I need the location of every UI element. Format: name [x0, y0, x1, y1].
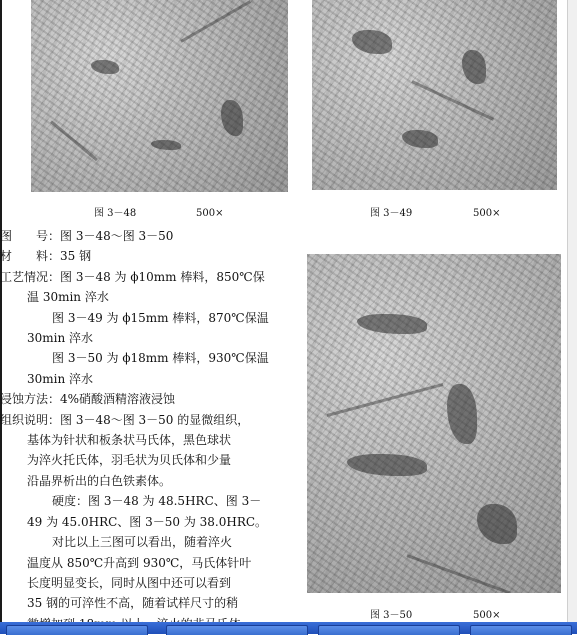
- text-line: 49 为 45.0HRC、图 3－50 为 38.0HRC。: [27, 514, 268, 529]
- caption-fig-3-50: 图 3－50: [370, 610, 413, 621]
- text-line: 温 30min 淬水: [27, 290, 109, 305]
- micrograph-fig-3-50: [307, 254, 561, 593]
- caption-label: 图 3－48: [94, 208, 137, 219]
- scrollbar[interactable]: [567, 0, 577, 622]
- taskbar: [0, 622, 577, 634]
- text-line: 30min 淬水: [27, 371, 94, 386]
- text-line: 长度明显变长，同时从图中还可以看到: [27, 575, 232, 590]
- text-line: 图 3－49 为 ϕ15mm 棒料，870℃保温: [52, 310, 269, 325]
- text-line: 沿晶界析出的白色铁素体。: [27, 473, 172, 488]
- caption-fig-3-49: 图 3－49: [370, 208, 413, 219]
- text-line-figure-no: 图 号：图 3－48～图 3－50: [0, 229, 174, 243]
- left-border: [0, 0, 2, 622]
- text-line-process: 工艺情况：图 3－48 为 ϕ10mm 棒料，850℃保: [0, 269, 265, 284]
- caption-mag-fig-3-49: 500×: [473, 208, 501, 219]
- text-line: 图 3－50 为 ϕ18mm 棒料，930℃保温: [52, 351, 269, 366]
- text-line: 35 钢的可淬性不高，随着试样尺寸的稍: [27, 596, 239, 611]
- micrograph-fig-3-49: [312, 0, 557, 190]
- text-line: 30min 淬水: [27, 331, 94, 346]
- caption-mag-fig-3-48: 500×: [196, 208, 224, 219]
- text-line-hardness: 硬度：图 3－48 为 48.5HRC、图 3－: [52, 494, 262, 509]
- text-line: 基体为针状和板条状马氏体，黑色球状: [27, 433, 232, 448]
- text-line: 为淬火托氏体，羽毛状为贝氏体和少量: [27, 453, 232, 468]
- text-line-structure: 组织说明：图 3－48～图 3－50 的显微组织，: [0, 412, 250, 427]
- text-line-etching: 浸蚀方法：4%硝酸酒精溶液浸蚀: [0, 392, 176, 407]
- micrograph-fig-3-48: [31, 0, 288, 192]
- text-line: 温度从 850℃升高到 930℃，马氏体针叶: [27, 555, 252, 570]
- caption-mag-fig-3-50: 500×: [473, 610, 501, 621]
- caption-fig-3-48: [94, 208, 136, 220]
- text-line-material: 材 料：35 钢: [0, 249, 92, 264]
- text-line: 对比以上三图可以看出，随着淬火: [52, 535, 233, 550]
- body-text: [0, 226, 293, 634]
